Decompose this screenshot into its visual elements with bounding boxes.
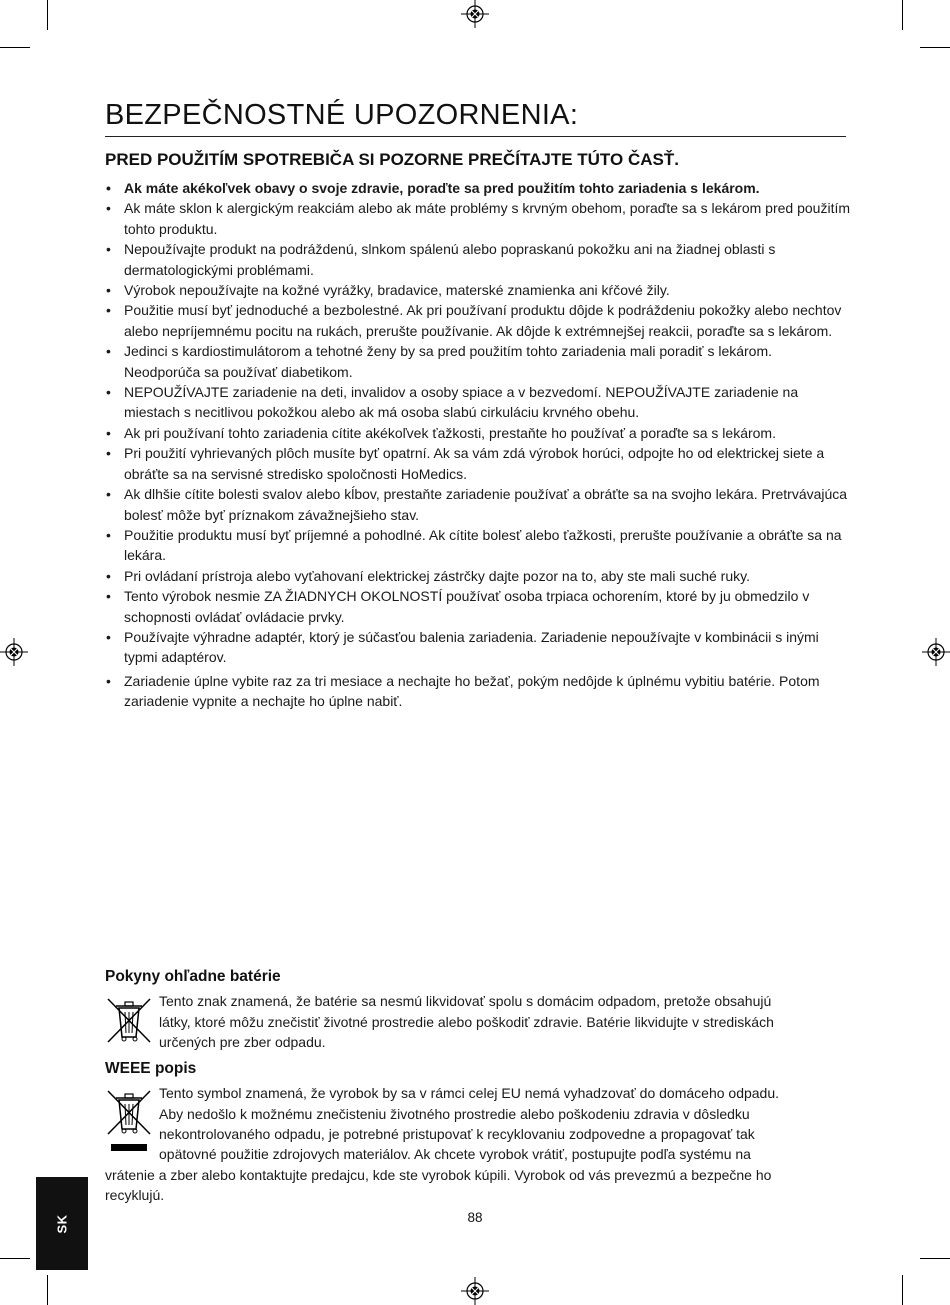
registration-mark-icon: [922, 638, 950, 666]
crop-mark: [920, 47, 950, 48]
registration-mark-icon: [0, 638, 28, 666]
warning-item: • Výrobok nepoužívajte na kožné vyrážky, bradavice, materské znamienka ani kŕčové žily.: [105, 280, 850, 300]
weee-text-line: nekontrolovaného odpadu, je potrebné pristupovať k recyklovaniu zodpovedne a propagovať tak: [159, 1126, 755, 1142]
warning-item: • Zariadenie úplne vybite raz za tri mesiace a nechajte ho bežať, pokým nedôjde k úplnému vybitiu batérie. Potom zariadenie vypnite a nechajte ho úplne nabiť.: [105, 671, 850, 712]
crop-mark: [920, 1258, 950, 1259]
crossed-out-bin-icon: [105, 995, 153, 1045]
warning-item: • Nepoužívajte produkt na podráždenú, slnkom spálenú alebo popraskanú pokožku ani na žiadnej oblasti s dermatologickými problémami.: [105, 239, 850, 280]
crop-mark: [47, 1275, 48, 1305]
safety-warning-list: [105, 178, 850, 712]
warning-item: • Tento výrobok nesmie ZA ŽIADNYCH OKOLNOSTÍ používať osoba trpiaca ochorením, ktoré by ju obmedzilo v schopnosti ovládať ovládacie prvky.: [105, 586, 850, 627]
page-number: 88: [467, 1210, 483, 1225]
warning-item: • Pri použití vyhrievaných plôch musíte byť opatrní. Ak sa vám zdá výrobok horúci, odpojte ho od elektrickej siete a obráťte sa na servisné stredisko spoločnosti HoMedics.: [105, 443, 850, 484]
weee-text-line: recyklujú.: [105, 1187, 165, 1203]
section-subtitle: PRED POUŽITÍM SPOTREBIČA SI POZORNE PREČÍTAJTE TÚTO ČASŤ.: [105, 150, 679, 169]
warning-item: • Používajte výhradne adaptér, ktorý je súčasťou balenia zariadenia. Zariadenie nepoužívajte v kombinácii s inými typmi adaptérov.: [105, 627, 850, 668]
warning-item: • Ak máte sklon k alergickým reakciám alebo ak máte problémy s krvným obehom, poraďte sa s lekárom pred použitím tohto produktu.: [105, 198, 850, 239]
registration-mark-icon: [461, 0, 489, 28]
crop-mark: [0, 47, 30, 48]
page-title: BEZPEČNOSTNÉ UPOZORNENIA:: [105, 99, 579, 131]
warning-item: • Použitie musí byť jednoduché a bezbolestné. Ak pri používaní produktu dôjde k podráždeniu pokožky alebo nechtov alebo nepríjemnému pocitu na rukách, prerušte používanie. Ak dôjde k extrémnejšej reakcii, poraďte sa s lekárom.: [105, 300, 850, 341]
crop-mark: [902, 1275, 903, 1305]
crop-mark: [47, 0, 48, 30]
warning-item: • Ak máte akékoľvek obavy o svoje zdravie, poraďte sa pred použitím tohto zariadenia s lekárom.: [105, 178, 850, 198]
weee-text-line: opätovné použitie zdrojovych materiálov. Ak chcete vyrobok vrátiť, postupujte podľa systému na: [159, 1146, 751, 1162]
registration-mark-icon: [461, 1277, 489, 1305]
weee-heading: WEEE popis: [105, 1060, 197, 1077]
warning-item: • Použitie produktu musí byť príjemné a pohodlné. Ak cítite bolesť alebo ťažkosti, prerušte používanie a obráťte sa na lekára.: [105, 525, 850, 566]
weee-text-line: Aby nedošlo k možnému znečisteniu životného prostredie alebo poškodeniu zdravia v dôsledku: [159, 1106, 750, 1122]
warning-item: • Ak pri používaní tohto zariadenia cítite akékoľvek ťažkosti, prestaňte ho používať a poraďte sa s lekárom.: [105, 423, 850, 443]
warning-item: • Jedinci s kardiostimulátorom a tehotné ženy by sa pred použitím tohto zariadenia mali poradiť s lekárom. Neodporúča sa používať diabetikom.: [105, 341, 850, 382]
crop-mark: [902, 0, 903, 30]
battery-text-line: látky, ktoré môžu znečistiť životné prostredie alebo poškodiť zdravie. Batérie likvidujte v strediskách: [159, 1014, 774, 1030]
battery-text-line: určených pre zber odpadu.: [159, 1034, 326, 1050]
title-divider: [105, 136, 846, 137]
language-tab: [36, 1177, 88, 1270]
weee-text-line: vrátenie a zber alebo kontaktujte predajcu, kde ste vyrobok kúpili. Vyrobok od vás prevezmú a bezpečne ho: [105, 1167, 772, 1183]
warning-item: • Pri ovládaní prístroja alebo vyťahovaní elektrickej zástrčky dajte pozor na to, aby ste mali suché ruky.: [105, 566, 850, 586]
weee-bin-icon: [105, 1087, 153, 1157]
weee-text-line: Tento symbol znamená, že vyrobok by sa v rámci celej EU nemá vyhadzovať do domáceho odpadu.: [159, 1085, 780, 1101]
language-tab-label: SK: [54, 1213, 70, 1234]
crop-mark: [0, 1258, 30, 1259]
battery-text-line: Tento znak znamená, že batérie sa nesmú likvidovať spolu s domácim odpadom, pretože obsahujú: [159, 993, 772, 1009]
battery-heading: Pokyny ohľadne batérie: [105, 968, 281, 985]
warning-item: • NEPOUŽÍVAJTE zariadenie na deti, invalidov a osoby spiace a v bezvedomí. NEPOUŽÍVAJTE zariadenie na miestach s necitlivou pokožkou alebo ak má osoba slabú cirkuláciu krvného obehu.: [105, 382, 850, 423]
warning-item: • Ak dlhšie cítite bolesti svalov alebo kĺbov, prestaňte zariadenie používať a obráťte sa na svojho lekára. Pretrvávajúca bolesť môže byť príznakom závažnejšieho stav.: [105, 484, 850, 525]
